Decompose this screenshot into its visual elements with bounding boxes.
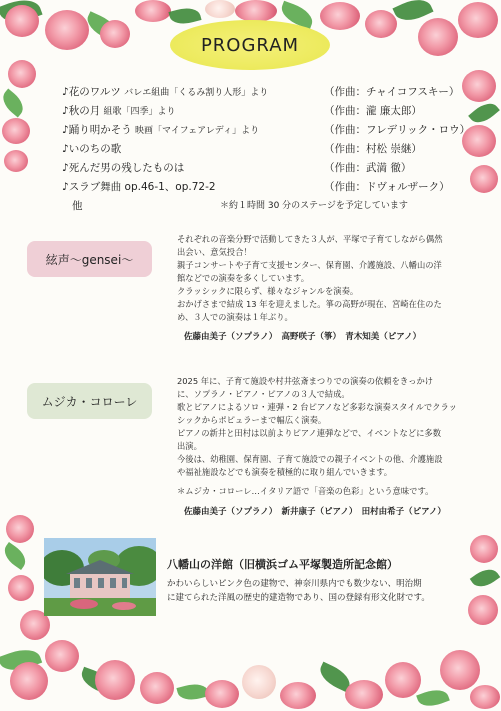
venue-title: 八幡山の洋館（旧横浜ゴム平塚製造所記念館） <box>167 558 398 571</box>
program-item <box>62 140 462 159</box>
program-item-subtitle: 組歌「四季」より <box>103 107 176 117</box>
program-item-title: ♪秋の月 <box>62 105 101 117</box>
group-name: ムジカ・コローレ <box>41 394 138 409</box>
group-gensei-members: 佐藤由美子（ソプラノ） 高野咲子（箏） 青木知美（ピアノ） <box>184 332 422 342</box>
description-line: め、３人での演奏は１年ぶり。 <box>177 312 293 322</box>
description-line: 歌とピアノによるソロ・連弾・2 台ピアノなど多彩な演奏スタイルでクラッ <box>177 402 457 412</box>
group-musica-colore-label <box>27 383 152 419</box>
description-line: 今後は、幼稚園、保育園、子育て施設での親子イベントの他、介護施設 <box>177 454 443 464</box>
venue-description <box>167 577 467 605</box>
program-item <box>62 159 462 178</box>
program-item <box>62 121 471 140</box>
group-musica-colore-members: 佐藤由美子（ソプラノ） 新井康子（ピアノ） 田村由希子（ピアノ） <box>184 507 446 517</box>
description-line: 出会い、意気投合！ <box>177 247 252 257</box>
group-gensei-description <box>177 233 477 324</box>
group-musica-colore-description <box>177 375 477 498</box>
program-item-composer: （作曲：ドヴォルザーク） <box>324 181 450 193</box>
program-item <box>62 83 462 102</box>
description-line: 2025 年に、子育て施設や村井弦斎まつりでの演奏の依頼をきっかけ <box>177 376 434 386</box>
venue-photo <box>44 538 156 616</box>
program-item-title: ♪いのちの歌 <box>62 143 122 155</box>
program-item-composer: （作曲：フレデリック・ロウ） <box>324 124 471 136</box>
program-title: PROGRAM <box>200 34 300 56</box>
program-item <box>62 178 462 197</box>
program-item-title: ♪死んだ男の残したものは <box>62 162 185 174</box>
description-line: ＊ムジカ・コローレ…イタリア語で「音楽の色彩」という意味です。 <box>177 486 434 496</box>
program-item-title: ♪スラブ舞曲 op.46-1、op.72-2 <box>62 181 216 193</box>
program-item-title: ♪花のワルツ <box>62 86 121 98</box>
description-line: かわいらしいピンク色の建物で、神奈川県内でも数少ない、明治期 <box>167 579 422 589</box>
program-title-oval <box>170 20 330 70</box>
description-line: クラッシックに限らず、様々なジャンルを演奏。 <box>177 286 359 296</box>
program-duration-note: ＊約１時間 30 分のステージを予定しています <box>220 201 408 211</box>
program-item-composer: （作曲：村松 崇継） <box>324 143 422 155</box>
program-list <box>62 83 471 216</box>
program-item-subtitle: バレエ組曲「くるみ割り人形」より <box>124 88 269 98</box>
program-item-composer: （作曲：チャイコフスキー） <box>324 86 460 98</box>
description-line: シックからポピュラーまで幅広く演奏。 <box>177 415 327 425</box>
program-others: 他 <box>72 200 83 212</box>
program-others-row <box>62 197 462 216</box>
description-line: 館などでの演奏を多くしています。 <box>177 273 310 283</box>
program-item <box>62 102 462 121</box>
description-line: や福祉施設などでも演奏を積極的に取り組んでいきます。 <box>177 467 393 477</box>
description-line: おかげさまで結成 13 年を迎えました。箏の高野が現在、宮崎在住のた <box>177 299 442 309</box>
description-line: 出演。 <box>177 441 202 451</box>
group-name: 絃声～gensei～ <box>45 252 134 267</box>
description-line: それぞれの音楽分野で活動してきた３人が、平塚で子育てしながら偶然 <box>177 234 443 244</box>
program-item-subtitle: 映画「マイフェアレディ」より <box>135 126 260 136</box>
program-item-composer: （作曲：瀧 廉太郎） <box>324 105 422 117</box>
description-line: に、ソプラノ・ピアノ・ピアノの３人で結成。 <box>177 389 350 399</box>
program-item-composer: （作曲：武満 徹） <box>324 162 412 174</box>
group-gensei-label <box>27 241 152 277</box>
description-line: に建てられた洋風の歴史的建造物であり、国の登録有形文化財です。 <box>167 593 430 603</box>
program-item-title: ♪踊り明かそう <box>62 124 132 136</box>
description-line: 親子コンサートや子育て支援センター、保育園、介護施設、八幡山の洋 <box>177 260 442 270</box>
description-line: ピアノの新井と田村は以前よりピアノ連弾などで、イベントなどに多数 <box>177 428 442 438</box>
